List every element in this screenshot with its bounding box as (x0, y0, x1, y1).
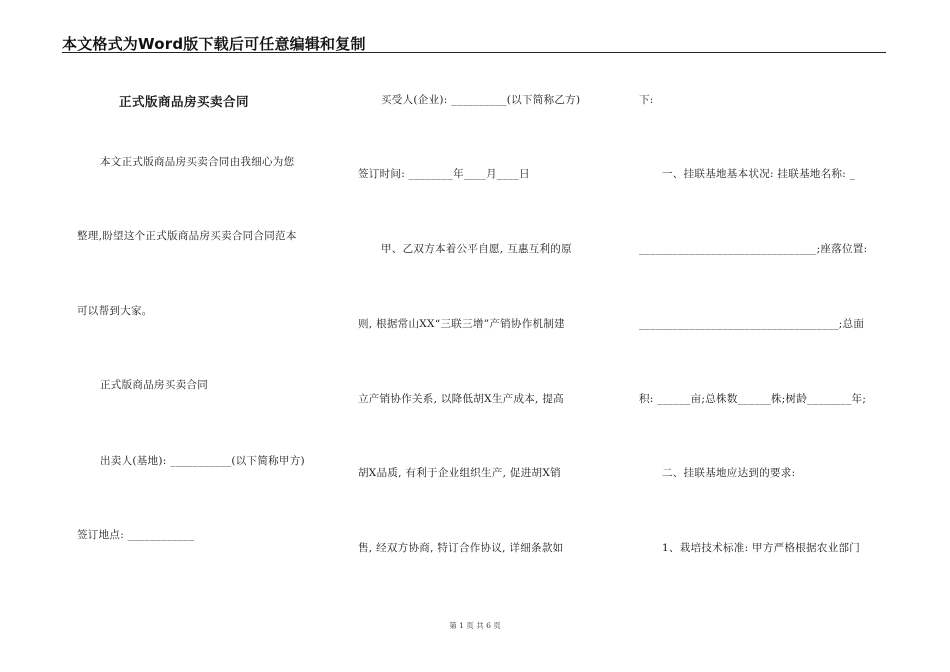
text-line: 正式版商品房买卖合同 (100, 379, 208, 391)
text-line: 二、挂联基地应达到的要求: (662, 467, 796, 479)
text-line: 立产销协作关系, 以降低胡X生产成本, 提高 (358, 393, 564, 405)
text-line: 甲、乙双方本着公平自愿, 互惠互利的原 (381, 243, 572, 255)
text-line: 售, 经双方协商, 特订合作协议, 详细条款如 (358, 542, 564, 554)
text-line: 整理,盼望这个正式版商品房买卖合同合同范本 (77, 230, 297, 242)
page-header: 本文格式为Word版下载后可任意编辑和复制 (62, 35, 366, 53)
text-line: 出卖人(基地): ___________(以下简称甲方) (100, 455, 305, 467)
text-line: 签订地点: ____________ (77, 529, 195, 541)
text-line: 下: (639, 94, 654, 106)
page-number: 第 1 页 共 6 页 (449, 621, 501, 630)
document-title: 正式版商品房买卖合同 (119, 94, 250, 109)
text-line: 签订时间: ________年____月____日 (358, 168, 530, 180)
header-divider (62, 52, 886, 53)
text-line: 1、栽培技术标准: 甲方严格根据农业部门 (662, 542, 861, 554)
text-line: 本文正式版商品房买卖合同由我细心为您 (100, 156, 295, 168)
text-line: 胡X品质, 有利于企业组织生产, 促进胡X销 (358, 467, 561, 479)
text-line: ____________________________________;总面 (639, 318, 865, 330)
text-line: 买受人(企业): __________(以下简称乙方) (381, 94, 581, 106)
text-line: 一、挂联基地基本状况: 挂联基地名称: _ (662, 168, 856, 180)
text-line: ________________________________;座落位置: (639, 243, 868, 255)
text-line: 积: ______亩;总株数______株;树龄________年; (639, 393, 867, 405)
text-line: 可以帮到大家。 (77, 305, 153, 317)
text-line: 则, 根据常山XX“三联三增”产销协作机制建 (358, 318, 565, 330)
